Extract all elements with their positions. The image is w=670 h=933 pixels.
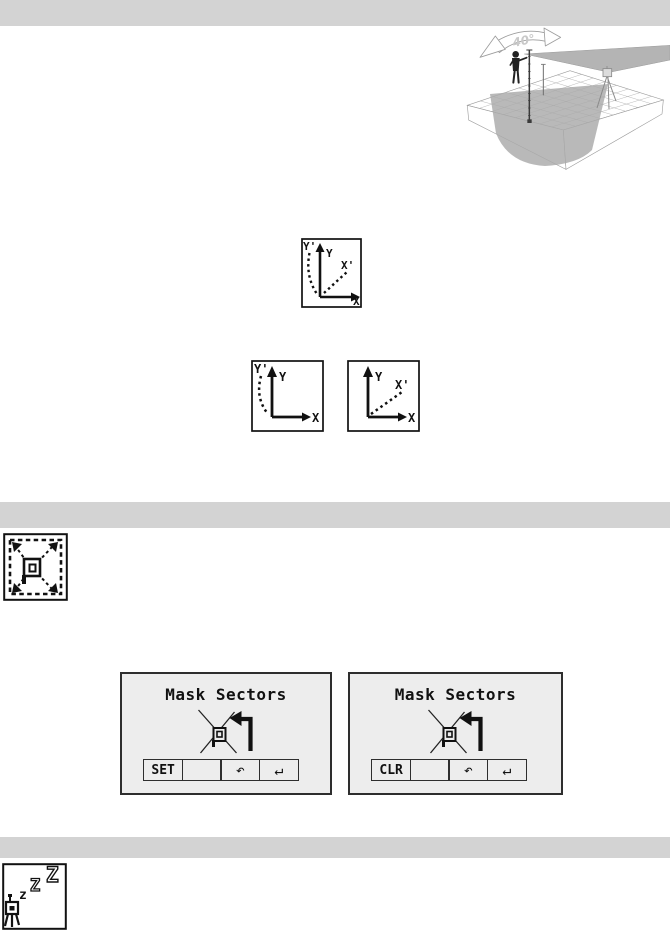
beam-plane xyxy=(524,45,670,72)
surveyor-figure xyxy=(510,51,526,83)
z-large: Z xyxy=(46,863,59,887)
x-label: X xyxy=(312,411,320,425)
softkey-row xyxy=(371,759,527,781)
sleep-mode-icon xyxy=(2,863,67,930)
x-label: X xyxy=(353,295,360,308)
lcd-title: Mask Sectors xyxy=(165,685,287,704)
axes-rotated-x-icon xyxy=(347,360,420,432)
y-label: Y xyxy=(326,247,333,260)
enter-arrow-icon: ↵ xyxy=(487,759,527,781)
y-label: Y xyxy=(279,370,287,384)
mask-sectors-feature-icon xyxy=(3,533,68,601)
clear-softkey: CLR xyxy=(371,759,411,781)
y-prime-label: Y' xyxy=(254,362,269,376)
section-bar-sleep-mode xyxy=(0,837,670,858)
y-label: Y xyxy=(375,370,383,384)
blank-softkey xyxy=(410,759,450,781)
sector-arrowhead xyxy=(459,711,471,726)
x-prime-label: X' xyxy=(341,259,355,272)
lcd-title: Mask Sectors xyxy=(394,685,517,704)
axes-rotated-xy-icon xyxy=(301,238,362,308)
lcd-screen-mask-sectors-set xyxy=(120,672,332,795)
softkey-row xyxy=(143,759,299,781)
section-bar-mask-sectors xyxy=(0,502,670,528)
laser-mask-sector-illustration xyxy=(430,20,670,180)
x-prime-label: X' xyxy=(395,378,410,392)
blank-softkey xyxy=(182,759,222,781)
sector-diagram-icon xyxy=(417,707,495,757)
enter-arrow-icon: ↵ xyxy=(259,759,299,781)
undo-arrow-icon: ↶ xyxy=(220,759,260,781)
sector-diagram-icon xyxy=(187,707,265,757)
x-label: X xyxy=(408,411,416,425)
z-medium: Z xyxy=(30,876,41,896)
z-small: z xyxy=(19,888,27,903)
lcd-screen-mask-sectors-clear xyxy=(348,672,563,795)
y-prime-label: Y' xyxy=(303,240,317,253)
undo-arrow-icon: ↶ xyxy=(448,759,488,781)
sector-arrowhead xyxy=(230,711,242,726)
set-softkey: SET xyxy=(143,759,183,781)
axes-rotated-y-icon xyxy=(251,360,324,432)
rotation-angle-label: 40° xyxy=(511,31,537,50)
